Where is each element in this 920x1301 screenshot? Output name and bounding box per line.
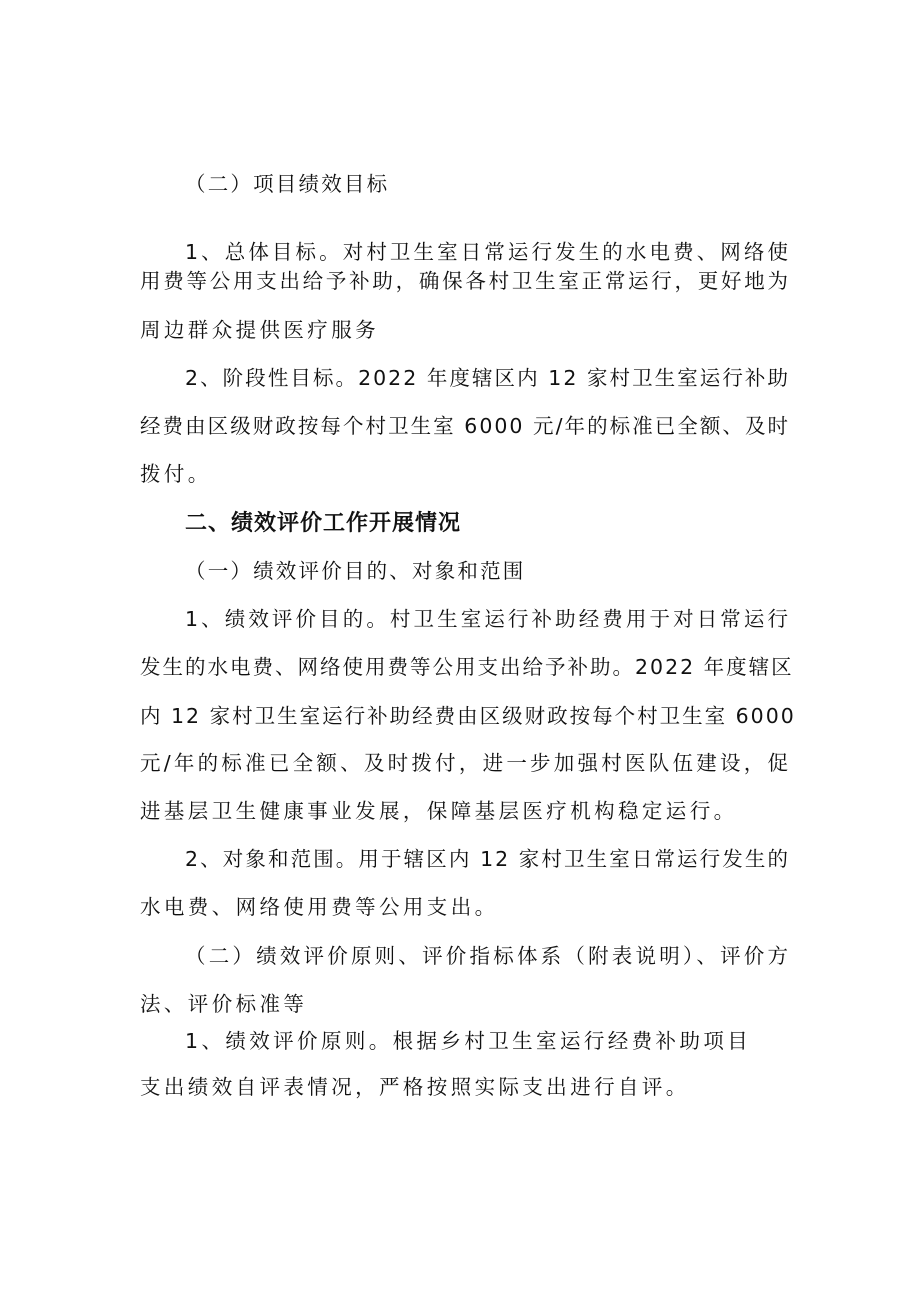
paragraph-line: 内 12 家村卫生室运行补助经费由区级财政按每个村卫生室 6000 xyxy=(140,704,796,728)
paragraph-line: 水电费、网络使用费等公用支出。 xyxy=(140,895,499,919)
paragraph-line: 进基层卫生健康事业发展，保障基层医疗机构稳定运行。 xyxy=(140,799,738,823)
paragraph-line: 发生的水电费、网络使用费等公用支出给予补助。2022 年度辖区 xyxy=(140,655,794,679)
subsection-heading-purpose-scope: （一）绩效评价目的、对象和范围 xyxy=(185,559,526,583)
paragraph-line: 经费由区级财政按每个村卫生室 6000 元/年的标准已全额、及时 xyxy=(140,414,790,438)
heading-line: （二）绩效评价原则、评价指标体系（附表说明）、评价方 xyxy=(185,944,790,968)
heading-line: 法、评价标准等 xyxy=(140,992,308,1016)
paragraph-line: 1、绩效评价原则。根据乡村卫生室运行经费补助项目 xyxy=(185,1029,752,1053)
paragraph-line: 2、阶段性目标。2022 年度辖区内 12 家村卫生室运行补助 xyxy=(185,366,790,390)
paragraph-line: 拨付。 xyxy=(140,462,212,486)
paragraph-line: 1、总体目标。对村卫生室日常运行发生的水电费、网络使 xyxy=(185,240,790,264)
paragraph-line: 元/年的标准已全额、及时拨付，进一步加强村医队伍建设，促 xyxy=(140,751,790,775)
paragraph-line: 支出绩效自评表情况，严格按照实际支出进行自评。 xyxy=(140,1075,690,1099)
section-title-evaluation-work: 二、绩效评价工作开展情况 xyxy=(185,511,462,536)
paragraph-line: 2、对象和范围。用于辖区内 12 家村卫生室日常运行发生的 xyxy=(185,847,790,871)
paragraph-line: 周边群众提供医疗服务 xyxy=(140,318,379,342)
paragraph-line: 1、绩效评价目的。村卫生室运行补助经费用于对日常运行 xyxy=(185,607,790,631)
paragraph-line: 用费等公用支出给予补助，确保各村卫生室正常运行，更好地为 xyxy=(140,269,790,293)
subsection-heading-project-goals: （二）项目绩效目标 xyxy=(185,172,390,196)
